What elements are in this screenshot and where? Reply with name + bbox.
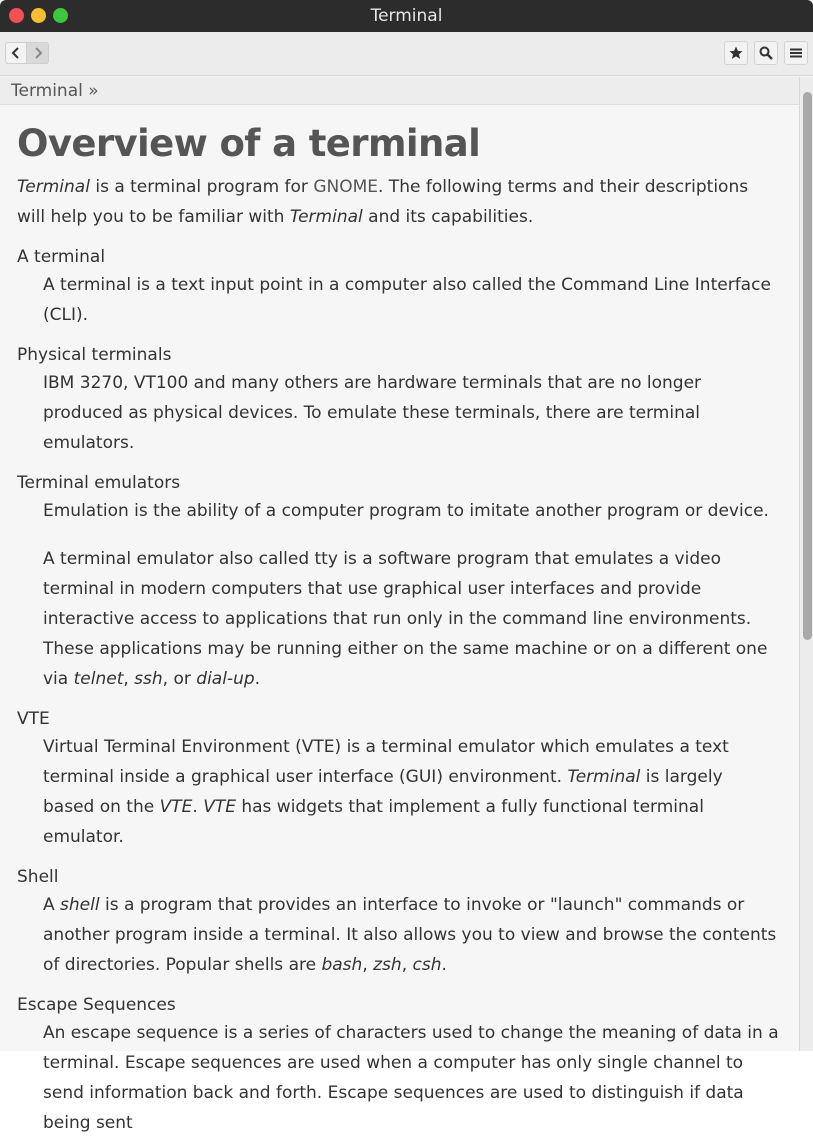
- text-run: is largely based on the: [43, 767, 723, 817]
- breadcrumb: [0, 77, 799, 105]
- definition-text: [43, 890, 779, 980]
- text-run: .: [192, 797, 204, 817]
- term-shell: Shell: [17, 867, 59, 887]
- page-title: Overview of a terminal: [17, 122, 481, 165]
- bookmark-button[interactable]: [724, 41, 748, 65]
- app-name-emphasis: Terminal: [289, 207, 363, 227]
- text-run: ,: [401, 955, 413, 975]
- emphasis-dial-up: dial-up: [196, 669, 255, 689]
- star-icon: [729, 46, 743, 60]
- chevron-left-icon: [11, 46, 21, 60]
- gnome-link[interactable]: GNOME: [313, 177, 378, 197]
- vertical-scrollbar[interactable]: [799, 77, 813, 1051]
- text-run: A: [43, 895, 61, 915]
- close-window-button[interactable]: [9, 8, 24, 23]
- definition-a-terminal: [43, 270, 779, 330]
- scrollbar-thumb[interactable]: [803, 92, 812, 640]
- search-icon: [759, 46, 773, 60]
- definition-text: [43, 544, 779, 694]
- text-run: ,: [362, 955, 374, 975]
- app-name-emphasis: Terminal: [17, 177, 90, 197]
- text-run: .: [254, 669, 261, 689]
- maximize-window-button[interactable]: [53, 8, 68, 23]
- definition-text: IBM 3270, VT100 and many others are hardware terminals that are no longer produced as physical devices. To emulate these terminals, there are terminal emulators.: [43, 373, 702, 453]
- text-run: A terminal emulator also called tty is a software program that emulates a video terminal in modern computers that use graphical user interfaces and provide interactive access to applications that run only in the command line environments. These applications may be running either on the same machine or on a different one via: [43, 549, 768, 689]
- terms-list: [17, 244, 779, 1138]
- term-terminal-emulators: Terminal emulators: [17, 473, 181, 493]
- breadcrumb-link-terminal[interactable]: Terminal »: [11, 81, 99, 101]
- definition-vte: [43, 732, 779, 852]
- navigation-buttons: [5, 42, 49, 64]
- term-escape-sequences: Escape Sequences: [17, 995, 176, 1015]
- definition-text: Emulation is the ability of a computer program to imitate another program or device.: [43, 501, 769, 521]
- emphasis-csh: csh: [412, 955, 442, 975]
- text-run: has widgets that implement a fully functional terminal emulator.: [43, 797, 704, 847]
- intro-paragraph: [17, 172, 779, 232]
- forward-button[interactable]: [27, 42, 49, 64]
- search-button[interactable]: [754, 41, 778, 65]
- definition-text: A terminal is a text input point in a computer also called the Command Line Interface (CLI).: [43, 275, 771, 325]
- intro-text: is a terminal program for: [89, 177, 314, 197]
- text-run: Virtual Terminal Environment (VTE) is a terminal emulator which emulates a text terminal inside a graphical user interface (GUI) environment.: [43, 737, 729, 787]
- definition-text: [43, 732, 779, 852]
- intro-text: . The following terms and their descriptions will help you to be familiar with: [17, 177, 749, 227]
- back-button[interactable]: [5, 42, 27, 64]
- toolbar-actions: [724, 41, 808, 65]
- term-vte: VTE: [17, 709, 50, 729]
- emphasis-vte: VTE: [203, 797, 236, 817]
- hamburger-menu-icon: [790, 47, 802, 59]
- emphasis-terminal: Terminal: [567, 767, 641, 787]
- emphasis-telnet: telnet: [73, 669, 124, 689]
- term-a-terminal: A terminal: [17, 247, 106, 267]
- text-run: .: [441, 955, 447, 975]
- page-content: [0, 106, 799, 1133]
- definition-shell: [43, 890, 779, 980]
- emphasis-zsh: zsh: [373, 955, 402, 975]
- chevron-right-icon: [33, 46, 43, 60]
- intro-text: and its capabilities.: [362, 207, 534, 227]
- definition-physical-terminals: [43, 368, 779, 458]
- emphasis-vte: VTE: [159, 797, 193, 817]
- menu-button[interactable]: [784, 41, 808, 65]
- definition-text: An escape sequence is a series of characters used to change the meaning of data in a terminal. Escape sequences are used when a computer has only single channel to send information back and forth. Escape sequences are used to distinguish if data being sent: [43, 1023, 779, 1133]
- window-controls: [9, 8, 68, 23]
- toolbar: [0, 32, 813, 76]
- text-run: is a program that provides an interface to invoke or "launch" commands or another program inside a terminal. It also allows you to view and browse the contents of directories. Popular shells are: [43, 895, 777, 975]
- emphasis-shell: shell: [60, 895, 100, 915]
- text-run: , or: [162, 669, 197, 689]
- definition-terminal-emulators: [43, 496, 779, 694]
- minimize-window-button[interactable]: [31, 8, 46, 23]
- emphasis-bash: bash: [321, 955, 363, 975]
- title-bar: [0, 0, 813, 32]
- definition-escape-sequences: [43, 1018, 779, 1138]
- emphasis-ssh: ssh: [134, 669, 163, 689]
- text-run: ,: [123, 669, 135, 689]
- window-title: Terminal: [370, 6, 443, 26]
- term-physical-terminals: Physical terminals: [17, 345, 172, 365]
